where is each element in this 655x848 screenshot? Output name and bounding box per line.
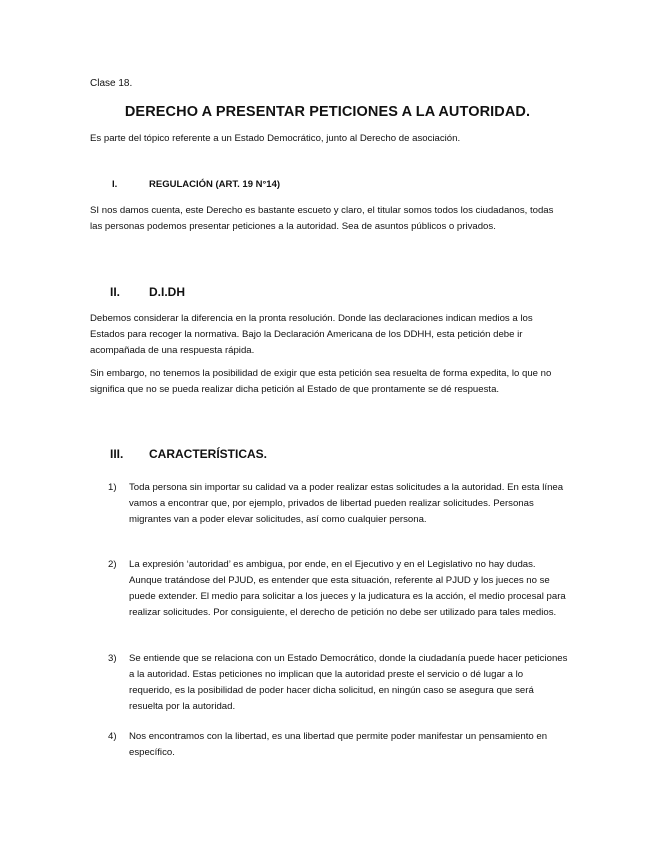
list-item-text: La expresión ‘autoridad’ es ambigua, por ende, en el Ejecutivo y en el Legislativo no hay dudas. Aunque tratándose del PJUD, es entender que esta situación, referente al PJUD y los jueces no se puede extender. El medio para solicitar a los jueces y la judicatura es la acción, el medio procesal para realizar solicitudes. Por consiguiente, el derecho de petición no debe ser utilizado para tales medios. (129, 559, 566, 618)
list-item (108, 729, 568, 761)
list-item-number: 4) (108, 731, 117, 742)
list-item-text: Toda persona sin importar su calidad va a poder realizar estas solicitudes a la autoridad. En esta línea vamos a encontrar que, por ejemplo, privados de libertad pueden realizar solicitudes. Personas migrantes van a poder elevar solicitudes, así como cualquier persona. (129, 482, 564, 525)
list-item (108, 651, 568, 715)
section-2-paragraph-1: Debemos considerar la diferencia en la pronta resolución. Donde las declaraciones indican medios a los Estados para recoger la normativa. Bajo la Declaración Americana de los DDHH, esta petición debe ir acompañada de una respuesta rápida. (90, 313, 533, 356)
list-item-number: 1) (108, 482, 117, 493)
class-label: Clase 18. (90, 78, 133, 89)
list-item-number: 2) (108, 559, 117, 570)
section-2-paragraph-2: Sin embargo, no tenemos la posibilidad de exigir que esta petición sea resuelta de forma expedita, lo que no significa que no se pueda realizar dicha petición al Estado de que prontamente se dé respuesta. (90, 368, 552, 395)
list-item-text: Nos encontramos con la libertad, es una libertad que permite poder manifestar un pensamiento en específico. (129, 731, 548, 758)
document-title: DERECHO A PRESENTAR PETICIONES A LA AUTORIDAD. (124, 104, 531, 120)
section-3-title: CARACTERÍSTICAS. (149, 447, 268, 461)
list-item (108, 557, 568, 621)
section-1-title: REGULACIÓN (ART. 19 N°14) (149, 179, 281, 190)
list-item-text: Se entiende que se relaciona con un Estado Democrático, donde la ciudadanía puede hacer peticiones a la autoridad. Estas peticiones no implican que la autoridad preste el servicio o dé lugar a lo requerido, es la posibilidad de poder hacer dicha solicitud, en ningún caso se asegura que será resuelta por la autoridad. (129, 653, 568, 712)
list-item-number: 3) (108, 653, 117, 664)
intro-paragraph: Es parte del tópico referente a un Estado Democrático, junto al Derecho de asociación. (90, 133, 461, 144)
section-2-number: II. (110, 285, 121, 299)
section-3-number: III. (110, 447, 124, 461)
section-1-paragraph: SI nos damos cuenta, este Derecho es bastante escueto y claro, el titular somos todos los ciudadanos, todas las personas podemos presentar peticiones a la autoridad. Sea de asuntos públicos o privados. (90, 205, 554, 232)
section-1-number: I. (112, 179, 118, 190)
list-item (108, 480, 568, 528)
section-2-title: D.I.DH (149, 285, 185, 299)
